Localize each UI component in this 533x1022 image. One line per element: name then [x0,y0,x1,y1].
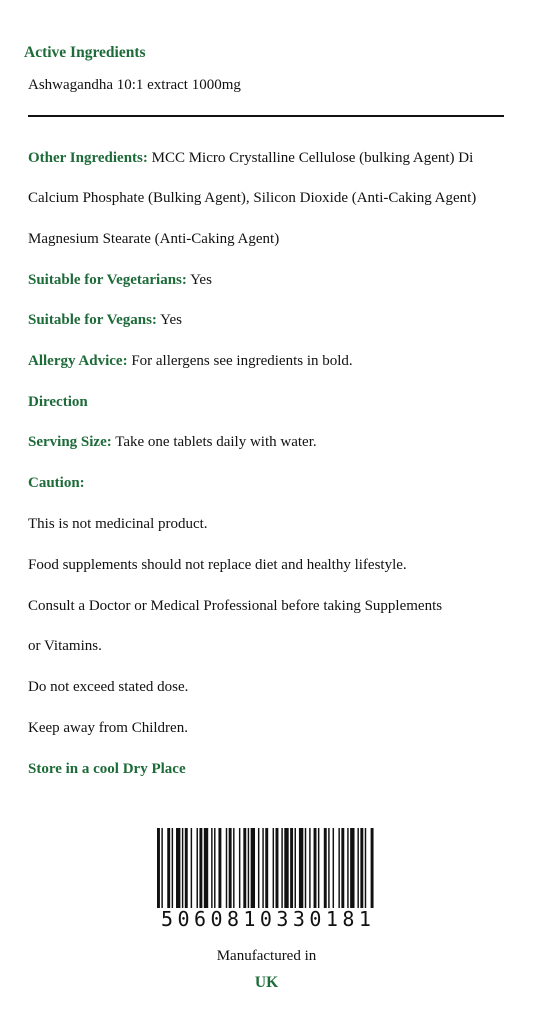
barcode-bar [273,828,274,908]
vegans-label: Suitable for Vegans: [28,312,157,328]
barcode-bar [233,828,234,908]
barcode-bar [243,828,246,908]
barcode-bar [350,828,354,908]
caution-line: This is not medicinal product. [28,516,208,532]
vegetarians-value: Yes [186,272,212,288]
vegans-row [28,311,182,329]
barcode-bar [204,828,208,908]
barcode-bar [185,828,188,908]
storage-instruction: Store in a cool Dry Place [28,761,186,777]
barcode-digit: 3 [292,907,305,931]
barcode-bar [324,828,327,908]
barcode [157,828,375,932]
barcode-bar [333,828,334,908]
barcode-bar [211,828,212,908]
caution-line: or Vitamins. [28,638,102,654]
barcode-bar [365,828,366,908]
serving-value: Take one tablets daily with water. [111,434,317,450]
barcode-digit: 6 [193,907,207,931]
manufactured-in-label: Manufactured in [216,948,317,964]
barcode-bar [299,828,303,908]
barcode-digit: 5 [161,907,174,931]
barcode-bar [226,828,227,908]
barcode-bar [182,828,183,908]
barcode-bar [161,828,162,908]
caution-line: Food supplements should not replace diet and healthy lifestyle. [28,557,407,573]
barcode-digit: 8 [226,907,239,931]
barcode-bars [157,828,375,908]
allergy-row [28,352,353,370]
barcode-bar [214,828,215,908]
section-divider [28,115,504,117]
caution-line: Do not exceed stated dose. [28,679,189,695]
allergy-label: Allergy Advice: [28,353,128,369]
barcode-digit: 1 [243,907,256,931]
barcode-bar [276,828,279,908]
barcode-digit: 3 [276,907,289,931]
barcode-digits [157,908,375,930]
allergy-value: For allergens see ingredients in bold. [127,353,353,369]
serving-label: Serving Size: [28,434,112,450]
barcode-bar [338,828,339,908]
other-ingredients-label: Other Ingredients: [28,150,148,166]
barcode-bar [176,828,180,908]
barcode-bar [199,828,202,908]
barcode-bar [309,828,310,908]
barcode-digit: 0 [210,907,223,931]
barcode-bar [258,828,259,908]
barcode-bar [239,828,240,908]
barcode-bar [167,828,170,908]
vegetarians-label: Suitable for Vegetarians: [28,272,187,288]
vegans-value: Yes [156,312,182,328]
barcode-bar [295,828,296,908]
other-ingredients-line-3: Magnesium Stearate (Anti-Caking Agent) [28,231,280,247]
other-ingredients-line-2: Calcium Phosphate (Bulking Agent), Silicon Dioxide (Anti-Caking Agent) [28,190,477,206]
active-ingredient-extract: Ashwagandha 10:1 extract 1000mg [28,77,241,93]
barcode-bar [262,828,263,908]
barcode-bar [305,828,306,908]
barcode-bar [360,828,363,908]
other-ingredients-text-1: MCC Micro Crystalline Cellulose (bulking Agent) Di [147,150,474,166]
barcode-bar [284,828,288,908]
barcode-bar [229,828,232,908]
active-ingredients-heading: Active Ingredients [24,44,146,61]
barcode-bar [251,828,255,908]
barcode-bar [314,828,317,908]
barcode-bar [318,828,319,908]
barcode-digit: 0 [259,907,272,931]
serving-row [28,433,317,451]
barcode-digit: 1 [358,907,371,931]
barcode-bar [191,828,192,908]
barcode-bar [197,828,198,908]
barcode-bar [218,828,221,908]
barcode-bar [248,828,249,908]
barcode-bar [172,828,173,908]
barcode-digit: 0 [177,907,190,931]
barcode-digit: 1 [325,907,338,931]
barcode-bar [347,828,348,908]
barcode-digit: 0 [309,907,322,931]
barcode-bar [265,828,268,908]
barcode-bar [328,828,329,908]
barcode-bar [371,828,374,908]
barcode-digit: 8 [342,907,355,931]
barcode-bar [341,828,344,908]
vegetarians-row [28,271,212,289]
barcode-bar [157,828,160,908]
caution-line: Keep away from Children. [28,720,188,736]
barcode-bar [290,828,293,908]
barcode-bar [281,828,282,908]
manufactured-country: UK [254,974,279,991]
caution-heading: Caution: [28,475,85,491]
caution-line: Consult a Doctor or Medical Professional before taking Supplements [28,598,443,614]
direction-heading: Direction [28,394,88,410]
other-ingredients-line-1 [28,149,473,167]
barcode-bar [357,828,358,908]
